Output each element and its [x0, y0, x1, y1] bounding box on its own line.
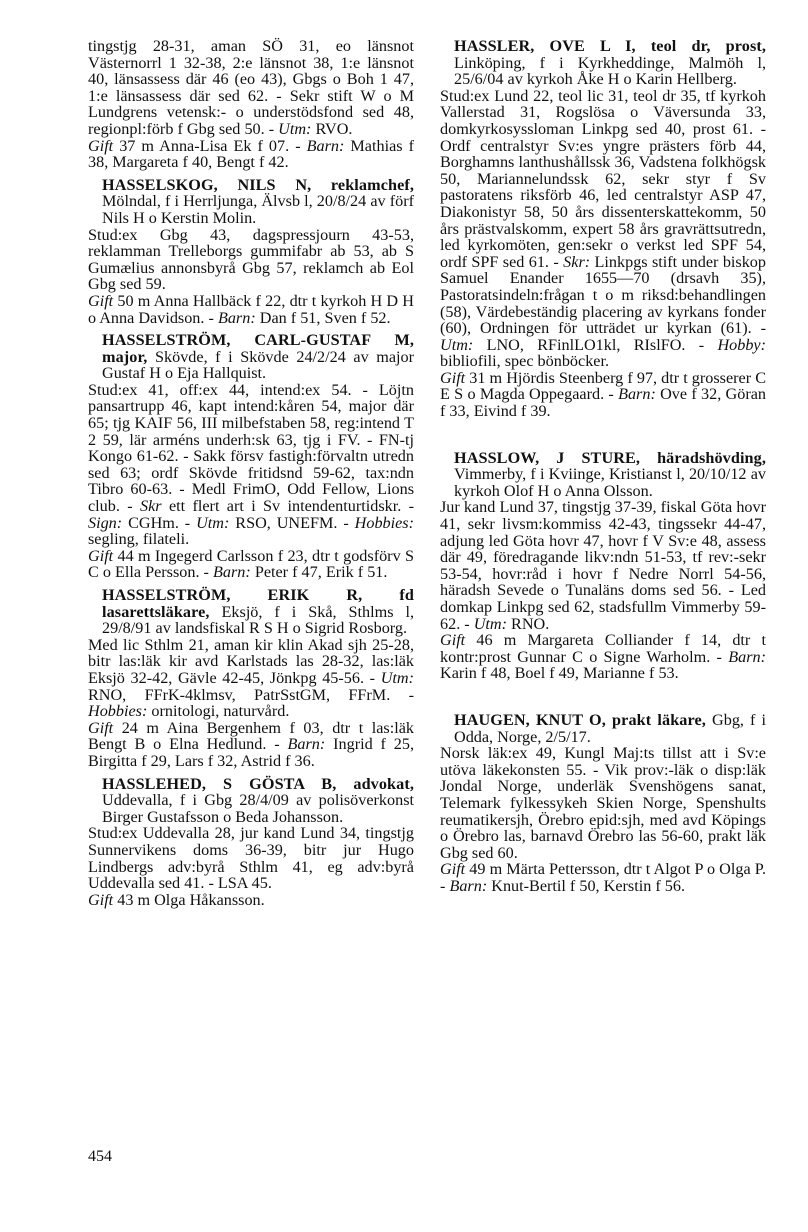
entry-text: Uddevalla, f i Gbg 28/4/09 av polisöverkonst Birger Gustafsson o Beda Johansson. — [102, 791, 414, 826]
entry-paragraph — [88, 548, 414, 581]
entry-paragraph — [88, 227, 414, 293]
entry-paragraph — [440, 861, 766, 894]
field-label: Utm: — [196, 513, 230, 532]
entry-text: 31 m Hjördis Steenberg f 97, dtr t grosserer C E S o Magda Oppegaard. - — [440, 368, 766, 404]
entry-continued — [88, 38, 414, 171]
entry-text: Skövde, f i Skövde 24/2/24 av major Gustaf H o Eja Hallquist. — [102, 347, 415, 383]
entry-gap — [440, 420, 766, 450]
entry-text: 24 m Aina Bergenhem f 03, dtr t las:läk Bengt B o Elna Hedlund. - — [88, 718, 414, 754]
entry-text: 49 m Märta Pettersson, dtr t Algot P o Olga P. - — [440, 860, 766, 895]
entry-text: 43 m Olga Håkansson. — [113, 890, 265, 909]
entry-paragraph — [88, 825, 414, 891]
entry-intro — [88, 587, 414, 637]
field-label: Barn: — [287, 735, 326, 754]
entry-paragraph — [88, 293, 414, 326]
entry-text: RSO, UNEFM. - — [229, 513, 355, 532]
entry-text: Stud:ex 41, off:ex 44, intend:ex 54. - Löjtn pansartrupp 46, kapt intend:kåren 54, major där 65; tjg KAIF 56, III milbefstaben 58, reg:intend T 2 59, lär arméns underh:sk 63, tjg i FV. - FN-tj Kongo 61-62. - Sakk försv fastigh:förvaltn utredn sed 63; ordf Skövde fritidsnd 59-62, tax:ndn Tibro 60-63. - Medl FrimO, Odd Fellow, Lions club. - — [88, 380, 414, 516]
entry-text: Med lic Sthlm 21, aman kir klin Akad sjh 25-28, bitr las:läk kir avd Karlstads las 28-32, las:läk Eksjö 32-42, Gävle 42-45, Jönkpg 45-56. - — [88, 635, 414, 687]
entry-text: Vimmerby, f i Kviinge, Kristianst l, 20/10/12 av kyrkoh Olof H o Anna Olsson. — [454, 465, 766, 500]
entry-paragraph — [88, 892, 414, 909]
field-label: Gift — [440, 860, 466, 879]
entry-text: Peter f 47, Erik f 51. — [250, 563, 388, 582]
field-label: Gift — [88, 136, 114, 155]
field-label: Barn: — [306, 136, 345, 155]
field-label: Gift — [88, 546, 114, 565]
entry-text: LNO, RFinlLO1kl, RIslFO. - — [473, 335, 718, 354]
entry-paragraph — [88, 138, 414, 171]
field-label: Hobby: — [717, 335, 766, 354]
entry-text: ornitologi, naturvård. — [147, 702, 290, 721]
entry-text: CGHm. - — [122, 513, 197, 532]
field-label: Gift — [88, 718, 114, 737]
entry-name: HASSLEHED, S GÖSTA B, advokat, — [102, 774, 414, 793]
field-label: Gift — [440, 631, 466, 650]
entry-name: HASSELSKOG, NILS N, reklamchef, — [102, 175, 414, 194]
entry-hasselskog — [88, 177, 414, 326]
right-column — [440, 38, 766, 895]
field-label: Gift — [88, 890, 114, 909]
field-label: Barn: — [728, 647, 766, 666]
entry-text: Mölndal, f i Herrljunga, Älvsb l, 20/8/24 av förf Nils H o Kerstin Molin. — [102, 192, 414, 227]
entry-gap — [440, 682, 766, 712]
entry-paragraph — [440, 88, 766, 370]
entry-text: Jur kand Lund 37, tingstjg 37-39, fiskal Göta hovr 41, sekr livsm:kommiss 42-43, tingssekr 44-47, adjung led Göta hovr 47, hovr f V Sv:e 48, assess där 49, föredragande likv:ndn 51-53, tf rev:-sekr 53-54, hovr:råd i hovr f Nedre Norrl 54-56, häradsh Sevede o Tunaläns doms sed 56. - Led domkap Linkpg sed 62, stadsfullm Vimmerby 59-62. - — [440, 498, 766, 633]
field-label: Gift — [88, 291, 114, 310]
entry-text: Linköping, f i Kyrkheddinge, Malmöh l, 25/6/04 av kyrkoh Åke H o Karin Hellberg. — [454, 53, 766, 89]
entry-intro — [88, 776, 414, 826]
entry-text: RVO. — [311, 119, 353, 138]
entry-text: Stud:ex Uddevalla 28, jur kand Lund 34, tingstjg Sunnervikens doms 36-39, bitr jur Hugo Lindbergs adv:byrå Sthlm 41, eg adv:byrå Uddevalla sed 41. - LSA 45. — [88, 824, 414, 893]
field-label: Barn: — [618, 385, 656, 404]
entry-text: Ove f 32, Göran f 33, Eivind f 39. — [440, 385, 766, 421]
entry-text: Linkpgs stift under biskop Samuel Enander 1655—70 (drsavh 35), Pastoratsindeln:frågan t o m riksd:behandlingen (58), Värdebeständig placering av kyrkans fonder (60), Ordningen för utträdet ur kyrkan (61). - — [440, 252, 766, 338]
page-number: 454 — [88, 1148, 112, 1165]
entry-haugen — [440, 712, 766, 895]
field-label: Hobbies: — [88, 702, 148, 721]
entry-name: HAUGEN, KNUT O, prakt läkare, — [454, 710, 706, 729]
entry-text: RNO, FFrK-4klmsv, PatrSstGM, FFrM. - — [88, 685, 414, 704]
entry-paragraph — [440, 499, 766, 632]
entry-hasselstrom-erik — [88, 587, 414, 770]
entry-text: Knut-Bertil f 50, Kerstin f 56. — [487, 876, 686, 895]
entry-name: HASSLER, OVE L I, teol dr, prost, — [454, 37, 766, 55]
field-label: Barn: — [449, 876, 488, 895]
entry-text: RNO. — [507, 614, 550, 633]
entry-text: tingstjg 28-31, aman SÖ 31, eo länsnot Västernorrl 1 32-38, 2:e länsnot 38, 1:e länsnot 40, länsassess där 46 (eo 43), Gbgs o Boh 1 47, 1:e länsassess där sed 62. - Sekr stift W o M Lundgrens vetensk:- o understödsfond sed 48, regionpl:förb f Gbg sed 50. - — [88, 37, 414, 138]
entry-paragraph — [88, 720, 414, 770]
entry-text: Eksjö, f i Skå, Sthlms l, 29/8/91 av landsfiskal R S H o Sigrid Rosborg. — [102, 602, 414, 638]
entry-text: Gbg, f i Odda, Norge, 2/5/17. — [454, 710, 767, 746]
entry-text: 46 m Margareta Colliander f 14, dtr t kontr:prost Gunnar C o Signe Warholm. - — [440, 631, 766, 666]
entry-intro — [88, 38, 414, 138]
field-label: Utm: — [278, 119, 312, 138]
entry-text: Mathias f 38, Margareta f 40, Bengt f 42. — [88, 136, 414, 172]
field-label: Utm: — [473, 614, 507, 633]
entry-intro — [88, 177, 414, 227]
entry-intro — [440, 38, 766, 88]
entry-name: HASSELSTRÖM, CARL-GUSTAF M, major, — [102, 331, 414, 366]
entry-text: Karin f 48, Boel f 49, Marianne f 53. — [440, 664, 679, 683]
entry-paragraph — [440, 745, 766, 861]
entry-hasslehed — [88, 776, 414, 909]
entry-text: 44 m Ingegerd Carlsson f 23, dtr t godsförv S C o Ella Persson. - — [88, 546, 414, 582]
entry-text: segling, filateli. — [88, 530, 190, 549]
entry-paragraph — [440, 632, 766, 682]
entry-intro — [88, 332, 414, 382]
field-label: Gift — [440, 368, 466, 387]
entry-text: Norsk läk:ex 49, Kungl Maj:ts tillst att i Sv:e utöva läkekonsten 55. - Vik prov:-läk o disp:läk Jondal Norge, underläk Svenshögens sanat, Telemark fylkessykeh Skien Norge, Spenshults reumatikersjh, Örebro epid:sjh, med avd Köpings o Örebro las, barnavd Örebro las 56-60, prakt läk Gbg sed 60. — [440, 744, 766, 862]
entry-hasslow — [440, 450, 766, 682]
entry-paragraph — [88, 637, 414, 720]
entry-name: HASSLOW, J STURE, häradshövding, — [454, 448, 766, 467]
entry-paragraph — [440, 370, 766, 420]
entry-paragraph — [88, 382, 414, 548]
entry-text: ett flert art i Sv intendenturtidskr. - — [161, 497, 414, 516]
entry-text: Stud:ex Gbg 43, dagspressjourn 43-53, reklamman Trelleborgs gummifabr ab 53, ab S Gumælius annonsbyrå Gbg 57, reklamch ab Eol Gbg sed 59. — [88, 225, 414, 294]
entry-text: Ingrid f 25, Birgitta f 29, Lars f 32, Astrid f 36. — [88, 735, 414, 770]
entry-text: 37 m Anna-Lisa Ek f 07. - — [113, 136, 307, 155]
field-label: Skr: — [563, 252, 591, 271]
entry-text: 50 m Anna Hallbäck f 22, dtr t kyrkoh H D H o Anna Davidson. - — [88, 291, 414, 327]
entry-hassler — [440, 38, 766, 420]
entry-text: Dan f 51, Sven f 52. — [255, 308, 391, 327]
entry-intro — [440, 712, 766, 745]
entry-name: HASSELSTRÖM, ERIK R, fd lasarettsläkare, — [102, 586, 414, 621]
entry-hasselstrom-carl-gustaf — [88, 332, 414, 581]
entry-intro — [440, 450, 766, 500]
field-label: Hobbies: — [354, 513, 414, 532]
entry-text: Stud:ex Lund 22, teol lic 31, teol dr 35, tf kyrkoh Vallerstad 31, Rogslösa o Väversunda 33, domkyrkosysslоman Linkpg sed 40, prost 61. - Ordf centralstyr Sv:es yngre prästers förb 44, Borghamns lanthushållssk 36, Vadstena folkhögsk 50, Mariannelundssk 62, sekr styr f Sv pastoratens riksförb 46, led centralstyr ASP 47, Diakonistyr 58, 50 års dissenterskattekomm, 50 års prästvalskomm, expert 58 års gravrättsutredn, led kyrkomöten, gen:sekr o verkst led SPF 54, ordf SPF sed 61. - — [440, 86, 766, 271]
left-column — [88, 38, 414, 908]
entry-text: bibliofili, spec bönböcker. — [440, 352, 610, 371]
field-label: Sign: — [88, 513, 123, 532]
field-label: Utm: — [380, 668, 414, 687]
field-label: Barn: — [213, 563, 251, 582]
field-label: Barn: — [217, 308, 256, 327]
field-label: Skr — [140, 497, 162, 516]
field-label: Utm: — [440, 335, 474, 354]
